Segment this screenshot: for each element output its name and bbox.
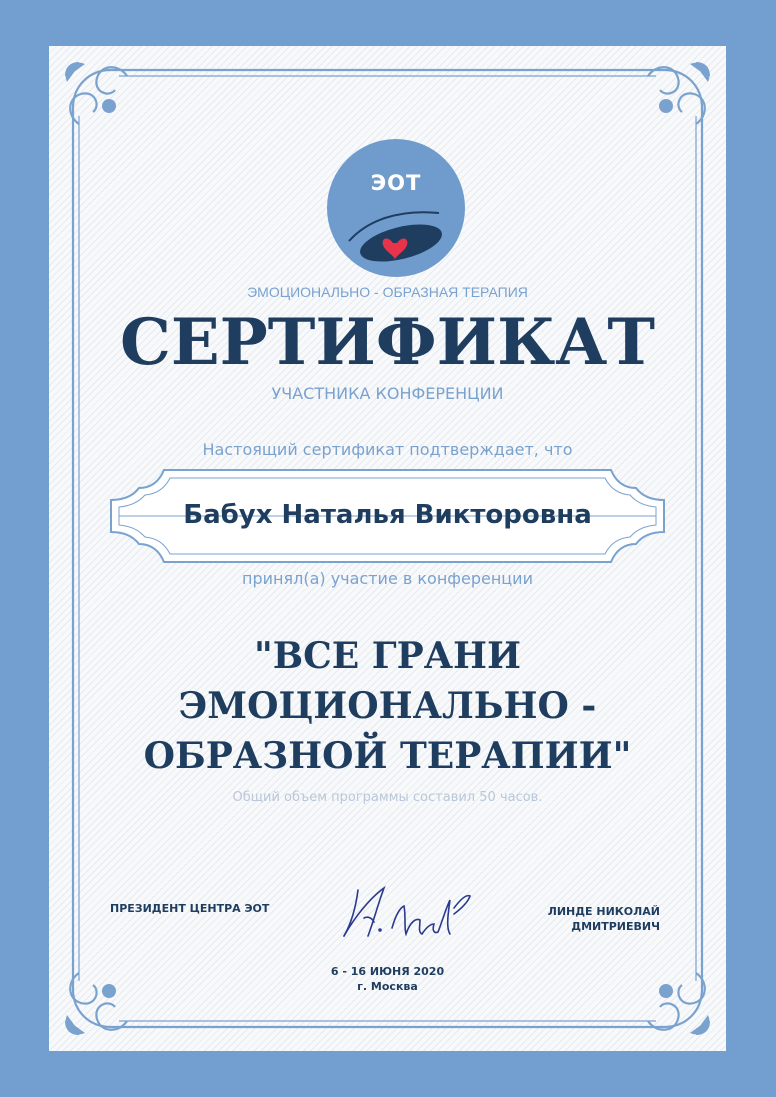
recipient-name: Бабух Наталья Викторовна (183, 500, 592, 530)
signer-name (460, 904, 660, 934)
conference-title (109, 631, 666, 781)
conference-city: г. Москва (357, 980, 418, 993)
president-label: ПРЕЗИДЕНТ ЦЕНТРА ЭОТ (110, 902, 270, 915)
conference-title-line: "ВСЕ ГРАНИ (253, 635, 522, 677)
program-hours-note: Общий объем программы составил 50 часов. (232, 790, 543, 805)
certificate-paper (49, 46, 726, 1051)
organization-name: ЭМОЦИОНАЛЬНО - ОБРАЗНАЯ ТЕРАПИЯ (247, 284, 528, 300)
conference-title-line: ОБРАЗНОЙ ТЕРАПИИ" (143, 735, 632, 777)
participation-text: принял(а) участие в конференции (242, 569, 533, 588)
signer-name-line: ДМИТРИЕВИЧ (571, 920, 660, 933)
conference-dates: 6 - 16 ИЮНЯ 2020 (330, 965, 445, 978)
certificate-title: СЕРТИФИКАТ (119, 305, 656, 380)
eot-logo (327, 139, 465, 277)
signer-name-line: ЛИНДЕ НИКОЛАЙ (547, 905, 660, 918)
logo-text: ЭОТ (370, 171, 422, 195)
confirms-text: Настоящий сертификат подтверждает, что (202, 440, 573, 459)
certificate-subtitle: УЧАСТНИКА КОНФЕРЕНЦИИ (271, 384, 504, 403)
conference-title-line: ЭМОЦИОНАЛЬНО - (178, 685, 597, 727)
eye-heart-icon (327, 139, 465, 277)
